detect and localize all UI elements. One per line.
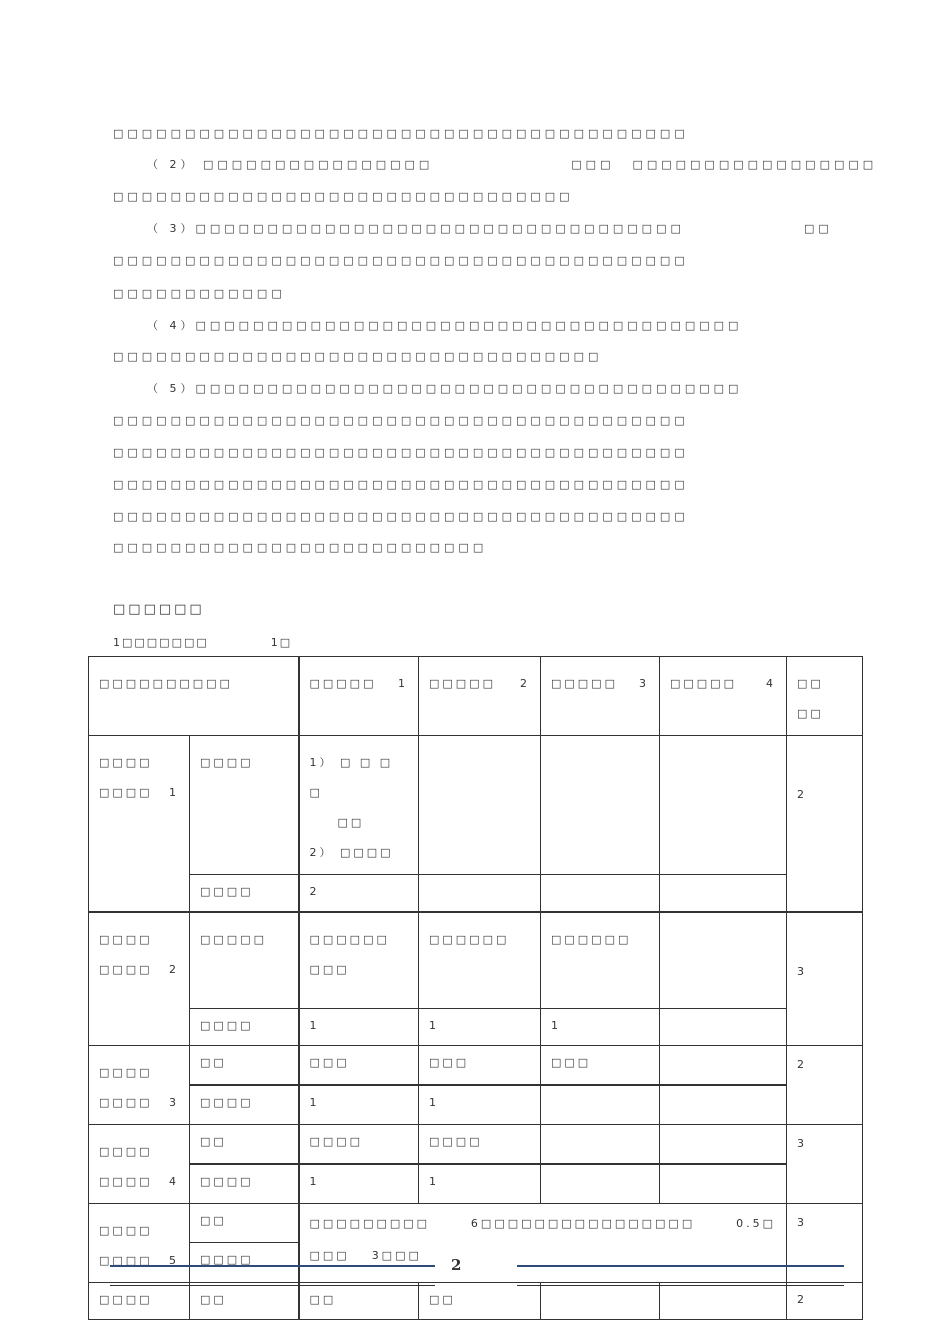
table-cell: □□□□ <box>190 1008 299 1045</box>
header-cell: □□□□□ 1 <box>299 657 419 736</box>
table-cell: □□ <box>299 1282 419 1319</box>
score-cell: 2 <box>787 1045 863 1124</box>
table-cell: □□ <box>190 1045 299 1085</box>
table-cell: 1 <box>299 1085 419 1125</box>
footer-rule <box>517 1285 844 1286</box>
table-row <box>89 1282 863 1319</box>
table-header-row <box>89 657 863 736</box>
table-cell: □□□□□ <box>190 912 299 1008</box>
table-cell <box>541 736 660 875</box>
footer-rule <box>517 1265 844 1267</box>
section-subheading: 1□□□□□□□ 1□ <box>113 636 293 649</box>
table-row <box>89 1085 863 1125</box>
footer-rule <box>110 1265 435 1267</box>
table-cell: 1 <box>419 1008 541 1045</box>
table-cell: □□□□ <box>419 1124 541 1164</box>
text-line: （ 4）□□□□□□□□□□□□□□□□□□□□□□□□□□□□□□□□□□□□□□ <box>147 319 743 332</box>
table-cell: □□□ <box>419 1045 541 1085</box>
text-line: □□□□□□□□□□□□□□□□□□□□□□□□□□□□□□□□ <box>113 190 574 203</box>
table-row <box>89 1008 863 1045</box>
text-line: □□□□□□□□□□□□□□□□□□□□□□□□□□□□□□□□□□□□□□□□ <box>113 510 689 523</box>
section-heading: □□□□□□ <box>113 602 205 617</box>
table-cell: □□□□ <box>190 1243 299 1283</box>
table-cell <box>419 736 541 875</box>
table-cell: □□□□ □□□□ 4 <box>89 1124 190 1203</box>
score-cell: 3 <box>787 912 863 1045</box>
header-cell: □□□□□ 3 <box>541 657 660 736</box>
table-cell: □□□□ <box>190 875 299 913</box>
table-cell: □□□□□□ □□□ <box>299 912 419 1008</box>
table-cell <box>660 1045 787 1085</box>
table-cell: □□□□ □□□□ 3 <box>89 1045 190 1124</box>
table-cell: □□□□□□□□□ 6□□□□□□□□□□□□□□□□ 0.5□ □□□ 3□□□ <box>299 1203 787 1282</box>
text-line: □□□□□□□□□□□□ <box>113 287 286 300</box>
page-number: 2 <box>451 1256 462 1274</box>
table-cell: □□□□ <box>190 736 299 875</box>
table-cell <box>541 1124 660 1164</box>
table-cell <box>660 736 787 875</box>
text-line: （ 5）□□□□□□□□□□□□□□□□□□□□□□□□□□□□□□□□□□□□□□ <box>147 382 743 395</box>
table-cell: 1 <box>541 1008 660 1045</box>
table-cell <box>660 1124 787 1164</box>
table-cell <box>541 1164 660 1204</box>
table-cell: □□□□ □□□□ 2 <box>89 912 190 1045</box>
text-line: □□□□□□□□□□□□□□□□□□□□□□□□□□□□□□□□□□□□□□□□ <box>113 446 689 459</box>
table-cell: □□□□ <box>299 1124 419 1164</box>
text-line: □□□□□□□□□□□□□□□□□□□□□□□□□□□□□□□□□□□□□□□□ <box>113 254 689 267</box>
table-cell: 1 <box>299 1008 419 1045</box>
table-row <box>89 1045 863 1085</box>
text-line: □□□□□□□□□□□□□□□□□□□□□□□□□□□□□□□□□□□□□□□□ <box>113 478 689 491</box>
table-cell <box>541 1085 660 1125</box>
text-line: （ 3）□□□□□□□□□□□□□□□□□□□□□□□□□□□□□□□□□□ <box>147 222 685 235</box>
text-line: □□□□□□□□□□□□□□□□□□□□□□□□□□ <box>113 541 488 554</box>
header-cell: □□□□□ 4 <box>660 657 787 736</box>
table-cell <box>660 1164 787 1204</box>
table-row <box>89 1203 863 1243</box>
table-cell: □□□□ <box>89 1282 190 1319</box>
table-row <box>89 1124 863 1164</box>
header-cell: □□□□□□□□□□ <box>89 657 299 736</box>
table-cell: □□□□ □□□□ 5 <box>89 1203 190 1282</box>
score-cell: 2 <box>787 736 863 913</box>
text-line: （ 2） □□□□□□□□□□□□□□□□ □□□ □□□□□□□□□□□□□□□□□ <box>147 158 878 171</box>
table-cell: □□ <box>190 1282 299 1319</box>
scoring-table <box>88 656 863 1320</box>
table-cell: □□□ <box>299 1045 419 1085</box>
table-cell: □□ <box>419 1282 541 1319</box>
header-cell: □□□□□ 2 <box>419 657 541 736</box>
footer-rule <box>110 1285 435 1286</box>
table-row <box>89 736 863 875</box>
table-cell: 1 <box>299 1164 419 1204</box>
table-cell <box>660 1282 787 1319</box>
table-cell: 1 <box>419 1085 541 1125</box>
table-cell: □□□□ <box>190 1085 299 1125</box>
table-cell: □□□□ <box>190 1164 299 1204</box>
table-cell: □□ <box>190 1124 299 1164</box>
text-line: □□□□□□□□□□□□□□□□□□□□□□□□□□□□□□□□□□ <box>113 350 603 363</box>
score-cell: 2 <box>787 1282 863 1319</box>
table-cell <box>541 875 660 913</box>
score-cell: 3 <box>787 1124 863 1203</box>
table-cell <box>660 912 787 1008</box>
table-row <box>89 912 863 1008</box>
table-cell <box>419 875 541 913</box>
table-cell: □□□□□□ <box>541 912 660 1008</box>
table-cell <box>660 875 787 913</box>
text-line: □□□□□□□□□□□□□□□□□□□□□□□□□□□□□□□□□□□□□□□□ <box>113 127 689 140</box>
header-cell: □□ □□ <box>787 657 863 736</box>
table-cell <box>660 1008 787 1045</box>
table-cell <box>541 1282 660 1319</box>
table-cell <box>660 1085 787 1125</box>
table-cell: 2 <box>299 875 419 913</box>
table-row <box>89 1164 863 1204</box>
score-cell: 3 <box>787 1203 863 1282</box>
table-cell: □□ <box>190 1203 299 1243</box>
table-cell: □□□□□□ <box>419 912 541 1008</box>
table-cell: 1 <box>419 1164 541 1204</box>
text-line: □□ <box>804 222 833 235</box>
table-cell: □□□ <box>541 1045 660 1085</box>
table-row <box>89 875 863 913</box>
table-cell: 1） □ □ □ □ □□ 2） □□□□ <box>299 736 419 875</box>
table-cell: □□□□ □□□□ 1 <box>89 736 190 913</box>
text-line: □□□□□□□□□□□□□□□□□□□□□□□□□□□□□□□□□□□□□□□□ <box>113 414 689 427</box>
